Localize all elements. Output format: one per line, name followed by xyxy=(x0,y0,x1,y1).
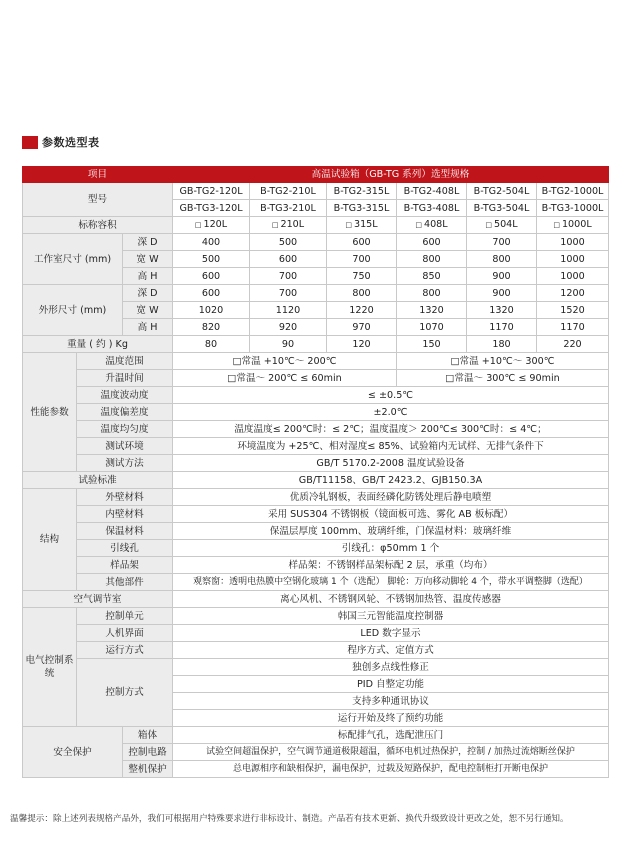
performance-row xyxy=(23,387,609,404)
capacity-label: 标称容积 xyxy=(23,217,173,234)
value-cell: 600 xyxy=(173,268,250,285)
standard-value: GB/T11158、GB/T 2423.2、GJB150.3A xyxy=(173,472,609,489)
value-cell: 850 xyxy=(397,268,467,285)
safety-row xyxy=(23,727,609,744)
param-value: 保温层厚度 100mm、玻璃纤维，门保温材料：玻璃纤维 xyxy=(173,523,609,540)
param-name: 温度范围 xyxy=(77,353,173,370)
param-name: 样品架 xyxy=(77,557,173,574)
param-value: 程序方式、定值方式 xyxy=(173,642,609,659)
value-cell: 1520 xyxy=(537,302,609,319)
value-cell: 80 xyxy=(173,336,250,353)
param-value: 引线孔：φ50mm 1 个 xyxy=(173,540,609,557)
red-square-icon xyxy=(22,136,38,149)
dim-label: 深 D xyxy=(123,285,173,302)
dim-label: 宽 W xyxy=(123,251,173,268)
value-cell: 180 xyxy=(467,336,537,353)
outer-size-label: 外形尺寸 (mm) xyxy=(23,285,123,336)
checkbox-blank-icon: □ xyxy=(194,221,202,229)
model-cell: B-TG2-504L xyxy=(467,183,537,200)
model-cell: B-TG3-504L xyxy=(467,200,537,217)
param-name: 测试环境 xyxy=(77,438,173,455)
value-cell: 1320 xyxy=(467,302,537,319)
model-cell: B-TG3-315L xyxy=(327,200,397,217)
param-name: 升温时间 xyxy=(77,370,173,387)
capacity-cell: □ 315L xyxy=(327,217,397,234)
structure-row xyxy=(23,574,609,591)
value-cell: 1320 xyxy=(397,302,467,319)
param-name: 箱体 xyxy=(123,727,173,744)
model-cell: B-TG2-210L xyxy=(250,183,327,200)
value-cell: 1000 xyxy=(537,234,609,251)
electrical-label: 电气控制系统 xyxy=(23,608,77,727)
structure-row xyxy=(23,557,609,574)
param-value: □常温～ 300℃ ≤ 90min xyxy=(397,370,609,387)
value-cell: 1220 xyxy=(327,302,397,319)
value-cell: 1170 xyxy=(537,319,609,336)
value-cell: 500 xyxy=(250,234,327,251)
electrical-row xyxy=(23,625,609,642)
value-cell: 150 xyxy=(397,336,467,353)
structure-row xyxy=(23,489,609,506)
param-value: 运行开始及终了预约功能 xyxy=(173,710,609,727)
value-cell: 90 xyxy=(250,336,327,353)
param-value: 支持多种通讯协议 xyxy=(173,693,609,710)
param-value: 试验空间超温保护，空气调节通道极限超温，循环电机过热保护，控制 / 加热过流熔断丝保护 xyxy=(173,744,609,761)
value-cell: 700 xyxy=(467,234,537,251)
param-value: ±2.0℃ xyxy=(173,404,609,421)
value-cell: 700 xyxy=(250,268,327,285)
param-value: GB/T 5170.2-2008 温度试验设备 xyxy=(173,455,609,472)
value-cell: 970 xyxy=(327,319,397,336)
param-value: □常温～ 200℃ ≤ 60min xyxy=(173,370,397,387)
param-value: 环境温度为 +25℃、相对湿度≤ 85%、试验箱内无试样、无排气条件下 xyxy=(173,438,609,455)
param-value: LED 数字显示 xyxy=(173,625,609,642)
value-cell: 800 xyxy=(467,251,537,268)
param-name: 其他部件 xyxy=(77,574,173,591)
param-name: 控制方式 xyxy=(77,659,173,727)
value-cell: 700 xyxy=(250,285,327,302)
checkbox-blank-icon: □ xyxy=(485,221,492,229)
performance-row xyxy=(23,455,609,472)
safety-label: 安全保护 xyxy=(23,727,123,778)
structure-row xyxy=(23,506,609,523)
value-cell: 1120 xyxy=(250,302,327,319)
value-cell: 920 xyxy=(250,319,327,336)
param-value: 总电源相序和缺相保护，漏电保护，过载及短路保护，配电控制柜打开断电保护 xyxy=(173,761,609,778)
work-size-row xyxy=(23,234,609,251)
performance-row xyxy=(23,370,609,387)
param-value: □常温 +10℃～ 300℃ xyxy=(397,353,609,370)
param-value: 韩国三元智能温度控制器 xyxy=(173,608,609,625)
param-name: 温度偏差度 xyxy=(77,404,173,421)
capacity-cell: □ 210L xyxy=(250,217,327,234)
value-cell: 800 xyxy=(327,285,397,302)
dim-label: 深 D xyxy=(123,234,173,251)
work-size-label: 工作室尺寸 (mm) xyxy=(23,234,123,285)
electrical-row xyxy=(23,659,609,676)
electrical-row xyxy=(23,642,609,659)
model-row-1 xyxy=(23,183,609,200)
param-value: 标配排气孔，选配泄压门 xyxy=(173,727,609,744)
value-cell: 900 xyxy=(467,268,537,285)
table-header-row xyxy=(23,167,609,183)
dim-label: 高 H xyxy=(123,319,173,336)
capacity-cell: □ 408L xyxy=(397,217,467,234)
standard-label: 试验标准 xyxy=(23,472,173,489)
checkbox-blank-icon: □ xyxy=(553,221,560,229)
value-cell: 400 xyxy=(173,234,250,251)
section-heading xyxy=(22,134,100,150)
value-cell: 600 xyxy=(397,234,467,251)
capacity-cell: □ 1000L xyxy=(537,217,609,234)
performance-row xyxy=(23,404,609,421)
param-name: 控制单元 xyxy=(77,608,173,625)
performance-row xyxy=(23,438,609,455)
value-cell: 600 xyxy=(327,234,397,251)
model-cell: B-TG2-408L xyxy=(397,183,467,200)
checkbox-blank-icon: □ xyxy=(415,221,422,229)
value-cell: 500 xyxy=(173,251,250,268)
param-value: □常温 +10℃～ 200℃ xyxy=(173,353,397,370)
value-cell: 820 xyxy=(173,319,250,336)
param-value: 采用 SUS304 不锈钢板（镜面板可选、雾化 AB 板标配） xyxy=(173,506,609,523)
param-name: 整机保护 xyxy=(123,761,173,778)
param-name: 保温材料 xyxy=(77,523,173,540)
value-cell: 1170 xyxy=(467,319,537,336)
value-cell: 750 xyxy=(327,268,397,285)
air-row xyxy=(23,591,609,608)
value-cell: 800 xyxy=(397,285,467,302)
value-cell: 600 xyxy=(173,285,250,302)
param-value: 独创多点线性修正 xyxy=(173,659,609,676)
param-name: 温度均匀度 xyxy=(77,421,173,438)
air-label: 空气调节室 xyxy=(23,591,173,608)
value-cell: 800 xyxy=(397,251,467,268)
dim-label: 高 H xyxy=(123,268,173,285)
value-cell: 1070 xyxy=(397,319,467,336)
spec-table xyxy=(22,166,609,778)
model-cell: B-TG3-210L xyxy=(250,200,327,217)
header-item: 项目 xyxy=(23,167,173,183)
performance-row xyxy=(23,421,609,438)
footnote: 温馨提示：除上述列表规格产品外，我们可根据用户特殊要求进行非标设计、制造。产品若有技术更新、换代升级致设计更改之处，恕不另行通知。 xyxy=(10,814,569,824)
structure-row xyxy=(23,523,609,540)
capacity-row xyxy=(23,217,609,234)
param-value: 样品架：不锈钢样品架标配 2 层，承重（均布） xyxy=(173,557,609,574)
param-value: 温度温度≤ 200℃时：≤ 2℃；温度温度＞ 200℃≤ 300℃时：≤ 4℃； xyxy=(173,421,609,438)
value-cell: 220 xyxy=(537,336,609,353)
structure-row xyxy=(23,540,609,557)
value-cell: 120 xyxy=(327,336,397,353)
value-cell: 600 xyxy=(250,251,327,268)
outer-size-row xyxy=(23,285,609,302)
param-name: 温度波动度 xyxy=(77,387,173,404)
performance-row xyxy=(23,353,609,370)
model-cell: GB-TG2-120L xyxy=(173,183,250,200)
structure-label: 结构 xyxy=(23,489,77,591)
value-cell: 700 xyxy=(327,251,397,268)
performance-label: 性能参数 xyxy=(23,353,77,472)
model-label: 型号 xyxy=(23,183,173,217)
model-cell: B-TG2-315L xyxy=(327,183,397,200)
param-name: 控制电路 xyxy=(123,744,173,761)
param-value: PID 自整定功能 xyxy=(173,676,609,693)
param-name: 内壁材料 xyxy=(77,506,173,523)
capacity-cell: □ 120L xyxy=(173,217,250,234)
param-name: 引线孔 xyxy=(77,540,173,557)
checkbox-blank-icon: □ xyxy=(345,221,352,229)
value-cell: 1200 xyxy=(537,285,609,302)
weight-row xyxy=(23,336,609,353)
air-value: 离心风机、不锈钢风轮、不锈钢加热管、温度传感器 xyxy=(173,591,609,608)
value-cell: 900 xyxy=(467,285,537,302)
model-cell: B-TG3-408L xyxy=(397,200,467,217)
capacity-cell: □ 504L xyxy=(467,217,537,234)
param-value: ≤ ±0.5℃ xyxy=(173,387,609,404)
model-cell: B-TG2-1000L xyxy=(537,183,609,200)
param-name: 运行方式 xyxy=(77,642,173,659)
electrical-row xyxy=(23,608,609,625)
section-title: 参数选型表 xyxy=(42,136,100,149)
value-cell: 1020 xyxy=(173,302,250,319)
value-cell: 1000 xyxy=(537,268,609,285)
param-name: 人机界面 xyxy=(77,625,173,642)
checkbox-blank-icon: □ xyxy=(271,221,279,229)
param-value: 观察窗：透明电热膜中空钢化玻璃 1 个（选配） 脚轮：万向移动脚轮 4 个，带水平调整脚（选配） xyxy=(173,574,609,591)
value-cell: 1000 xyxy=(537,251,609,268)
model-cell: GB-TG3-120L xyxy=(173,200,250,217)
dim-label: 宽 W xyxy=(123,302,173,319)
model-cell: B-TG3-1000L xyxy=(537,200,609,217)
weight-label: 重量 ( 约 ) Kg xyxy=(23,336,173,353)
header-title: 高温试验箱（GB-TG 系列）选型规格 xyxy=(173,167,609,183)
param-name: 外壁材料 xyxy=(77,489,173,506)
param-value: 优质冷轧钢板，表面经磷化防锈处理后静电喷塑 xyxy=(173,489,609,506)
param-name: 测试方法 xyxy=(77,455,173,472)
standard-row xyxy=(23,472,609,489)
